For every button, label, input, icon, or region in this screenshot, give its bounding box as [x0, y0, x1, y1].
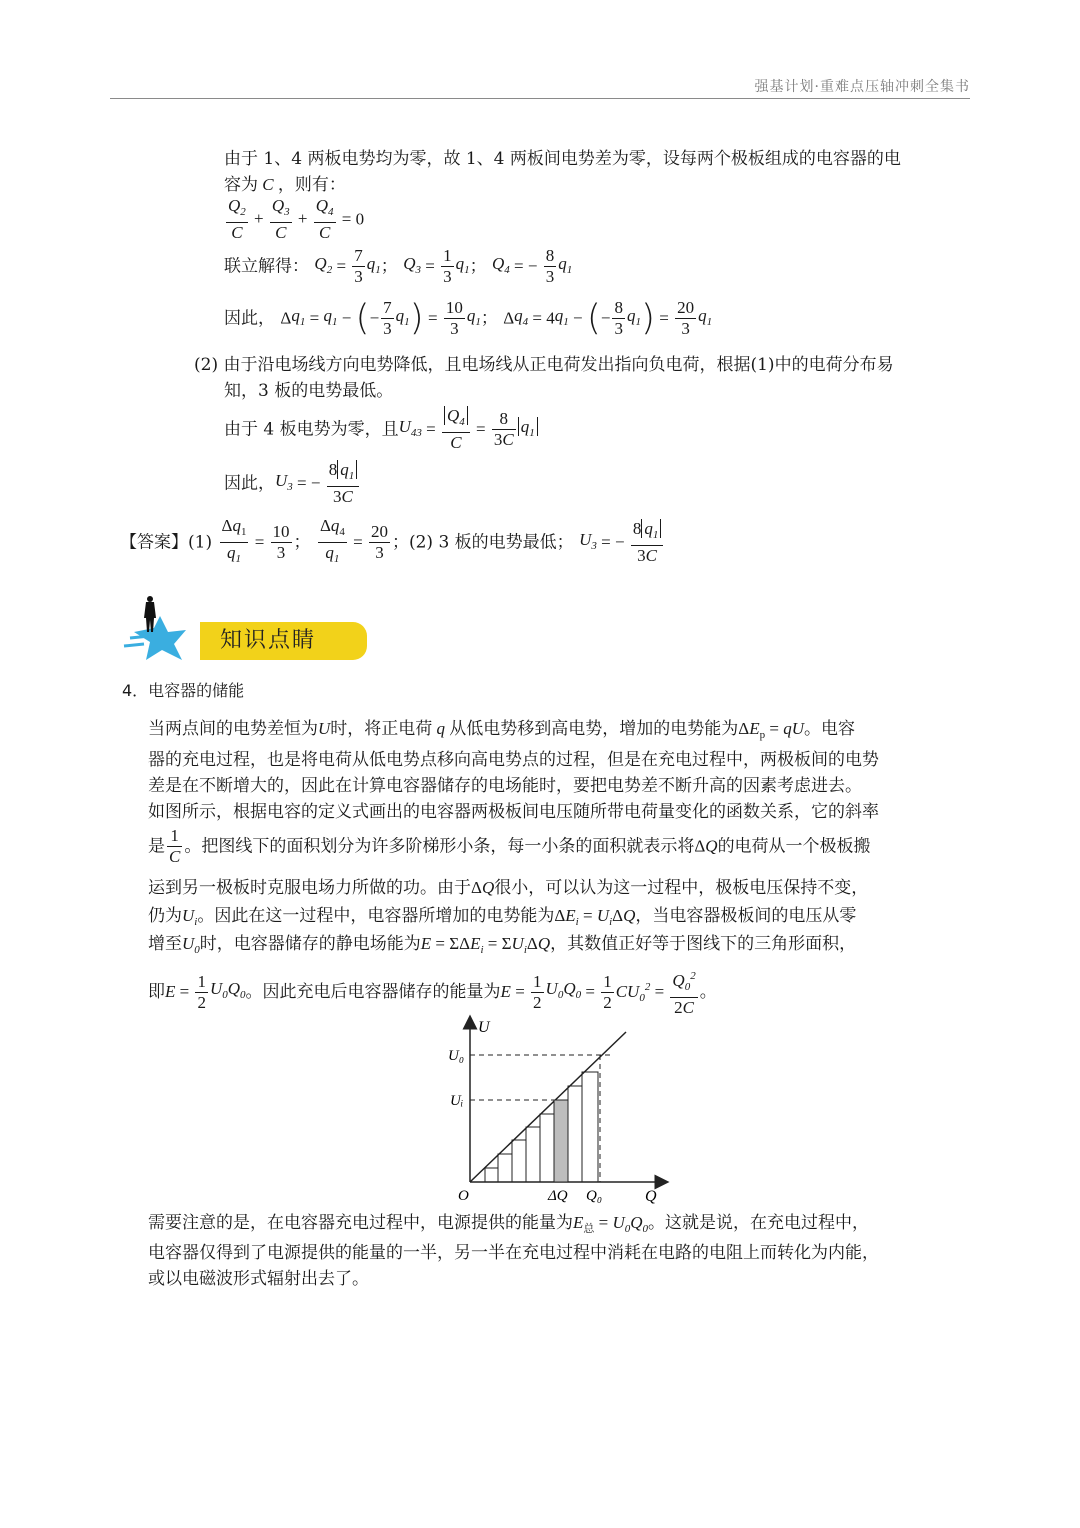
- section-para-line-1: 当两点间的电势差恒为U时，将正电荷 q 从低电势移到高电势，增加的电势能为$\Delta E_p$ = qU。电容: [148, 719, 855, 741]
- axis-q-label: Q: [645, 1188, 657, 1205]
- part2-line-1: (2) 由于沿电场线方向电势降低，且电场线从正电荷发出指向负电荷，根据(1)中的电荷分布易: [194, 355, 894, 375]
- equation-sum-zero: $\frac{Q_2}{C}$ + $\frac{Q_3}{C}$ + $\frac{Q_4}{C}$ = 0: [228, 196, 365, 242]
- section-para-line-2: 器的充电过程，也是将电荷从低电势点移向高电势点的过程，但是在充电过程中，两极板间的电势: [148, 750, 879, 770]
- section-para-line-11: 电容器仅得到了电源提供的能量的一半，另一半在充电过程中消耗在电路的电阻上而转化为内能，: [148, 1243, 879, 1263]
- equation-solutions: 联立解得： $Q_2$ = $\frac{7}{3}$ $q_1$； $Q_3$ = $\frac{1}{3}$ $q_1$； $Q_4$ = − $\frac{8}{3}$ $q_1$: [224, 246, 573, 286]
- voltage-charge-figure: [440, 1012, 670, 1212]
- highlighted-strip: [554, 1100, 568, 1182]
- book-title: 强基计划·重难点压轴冲刺全集书: [754, 79, 970, 95]
- section-para-line-12: 或以电磁波形式辐射出去了。: [148, 1269, 369, 1289]
- equation-delta-q: 因此， $\Delta q_1 = q_1$ − (− $\frac{7}{3}$ $q_1$) = $\frac{10}{3}$ $q_1$； $\Delta q_4 = 4q_1$ − (− $\frac{8}{3}$ $q_1$) = $\frac{20}{3}$ $q_1$: [224, 297, 713, 339]
- banner-title: 知识点睛: [220, 628, 317, 653]
- u-q-line: [470, 1032, 626, 1182]
- page-header: [110, 70, 970, 99]
- section-para-line-5: 是 $\frac{1}{C}$ 。把图线下的面积划分为许多阶梯形小条，每一小条的面积就表示将ΔQ的电荷从一个极板搬: [148, 826, 871, 866]
- origin-label: O: [458, 1188, 469, 1204]
- section-para-line-10: 需要注意的是，在电容器充电过程中，电源提供的能量为$E_总 = U_0Q_0$。这就是说，在充电过程中，: [148, 1213, 870, 1235]
- u0-label: U₀: [448, 1048, 465, 1064]
- section-para-line-9: 即E = $\frac{1}{2}$ $U_0Q_0$。因此充电后电容器储存的能量为E = $\frac{1}{2}$ $U_0Q_0$ = $\frac{1}{2}$ $CU_0^2$ = $\frac{Q_0^2}{2C}$ 。: [148, 966, 717, 1018]
- section-para-line-6: 运到另一极板时克服电场力所做的功。由于ΔQ很小，可以认为这一过程中，极板电压保持不变，: [148, 878, 869, 898]
- equation-u3: 因此，$U_3$ = − $\frac{8 q_1}{3C}$: [224, 460, 361, 507]
- step-bars: [485, 1072, 598, 1182]
- dq-label: ΔQ: [548, 1188, 568, 1204]
- solution-line-1: 由于 1、4 两板电势均为零，故 1、4 两板间电势差为零，设每两个极板组成的电容器的电: [224, 149, 901, 169]
- ui-label: Uᵢ: [450, 1093, 464, 1109]
- solution-line-2: 容为 C ，则有：: [224, 175, 346, 195]
- axis-u-label: U: [478, 1019, 490, 1036]
- section-para-line-3: 差是在不断增大的，因此在计算电容器储存的电场能时，要把电势差不断升高的因素考虑进去。: [148, 776, 862, 796]
- section-para-line-4: 如图所示，根据电容的定义式画出的电容器两极板间电压随所带电荷量变化的函数关系，它的斜率: [148, 802, 879, 822]
- section-heading: 4．电容器的储能: [122, 681, 245, 700]
- part2-line-2: 知，3 板的电势最低。: [224, 381, 394, 401]
- q0-label: Q₀: [586, 1188, 603, 1204]
- star-person-icon: [120, 588, 230, 668]
- section-para-line-7: 仍为$U_i$。因此在这一过程中，电容器所增加的电势能为$\Delta E_i = U_i\Delta Q$，当电容器极板间的电压从零: [148, 906, 857, 928]
- equation-u43: 由于 4 板电势为零，且$U_{43}$ = $\frac{Q_4}{C}$ = $\frac{8}{3C}$ $q_1$: [224, 406, 538, 453]
- section-para-line-8: 增至$U_0$时，电容器储存的静电场能为$E = \Sigma\Delta E_i = \Sigma U_i\Delta Q$，其数值正好等于图线下的三角形面积，: [148, 934, 857, 956]
- answer-line: 【答案】(1) $\frac{\Delta q_1}{q_1}$ = $\frac{10}{3}$ ； $\frac{\Delta q_4}{q_1}$ = $\frac{20}{3}$ ；(2) 3 板的电势最低； $U_3$ = − $\frac{8 q_1}{3C}$: [120, 516, 665, 569]
